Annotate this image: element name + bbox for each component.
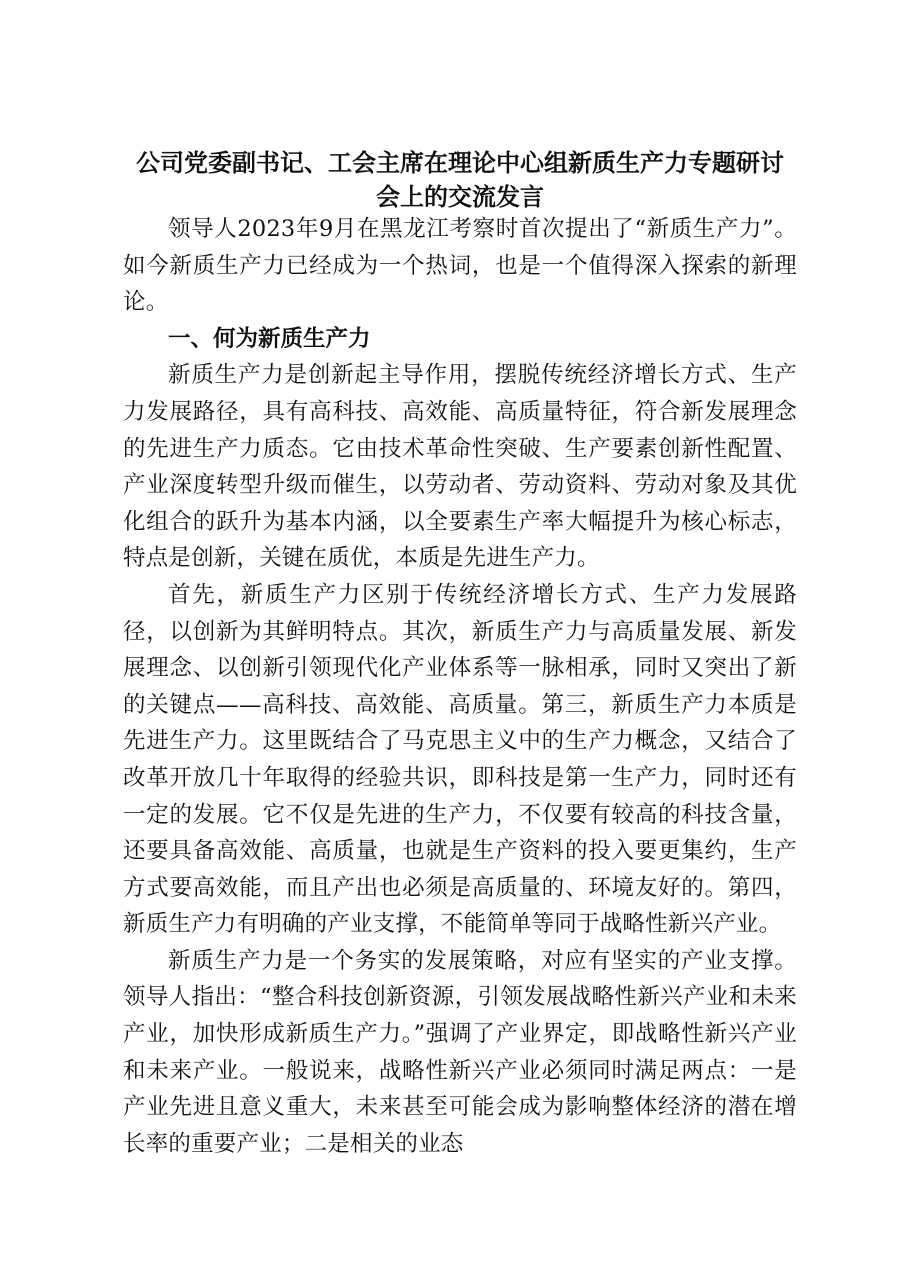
- document-title-line-1: 公司党委副书记、工会主席在理论中心组新质生产力专题研讨: [136, 148, 784, 177]
- document-title-line-2: 会上的交流发言: [376, 182, 544, 211]
- paragraph-characteristics: 首先，新质生产力区别于传统经济增长方式、生产力发展路径，以创新为其鲜明特点。其次，新质生产力与高质量发展、新发展理念、以创新引领现代化产业体系等一脉相承，同时又突出了新的关键点——高科技、高效能、高质量。第三，新质生产力本质是先进生产力。这里既结合了马克思主义中的生产力概念，又结合了改革开放几十年取得的经验共识，即科技是第一生产力，同时还有一定的发展。它不仅是先进的生产力，不仅要有较高的科技含量，还要具备高效能、高质量，也就是生产资料的投入要更集约，生产方式要高效能，而且产出也必须是高质量的、环境友好的。第四，新质生产力有明确的产业支撑，不能简单等同于战略性新兴产业。: [123, 581, 797, 938]
- section-heading-1: 一、何为新质生产力: [168, 325, 371, 352]
- paragraph-definition: 新质生产力是创新起主导作用，摆脱传统经济增长方式、生产力发展路径，具有高科技、高效能、高质量特征，符合新发展理念的先进生产力质态。它由技术革命性突破、生产要素创新性配置、产业深度转型升级而催生，以劳动者、劳动资料、劳动对象及其优化组合的跃升为基本内涵，以全要素生产率大幅提升为核心标志，特点是创新，关键在质优，本质是先进生产力。: [123, 362, 797, 572]
- document-title: [110, 146, 810, 214]
- document-body: [123, 211, 797, 1162]
- paragraph-industry-support: 新质生产力是一个务实的发展策略，对应有坚实的产业支撑。领导人指出：“整合科技创新资源，引领发展战略性新兴产业和未来产业，加快形成新质生产力。”强调了产业界定，即战略性新兴产业和未来产业。一般说来，战略性新兴产业必须同时满足两点：一是产业先进且意义重大，未来甚至可能会成为影响整体经济的潜在增长率的重要产业；二是相关的业态: [123, 947, 797, 1157]
- paragraph-intro: 领导人2023年9月在黑龙江考察时首次提出了“新质生产力”。如今新质生产力已经成为一个热词，也是一个值得深入探索的新理论。: [123, 216, 797, 316]
